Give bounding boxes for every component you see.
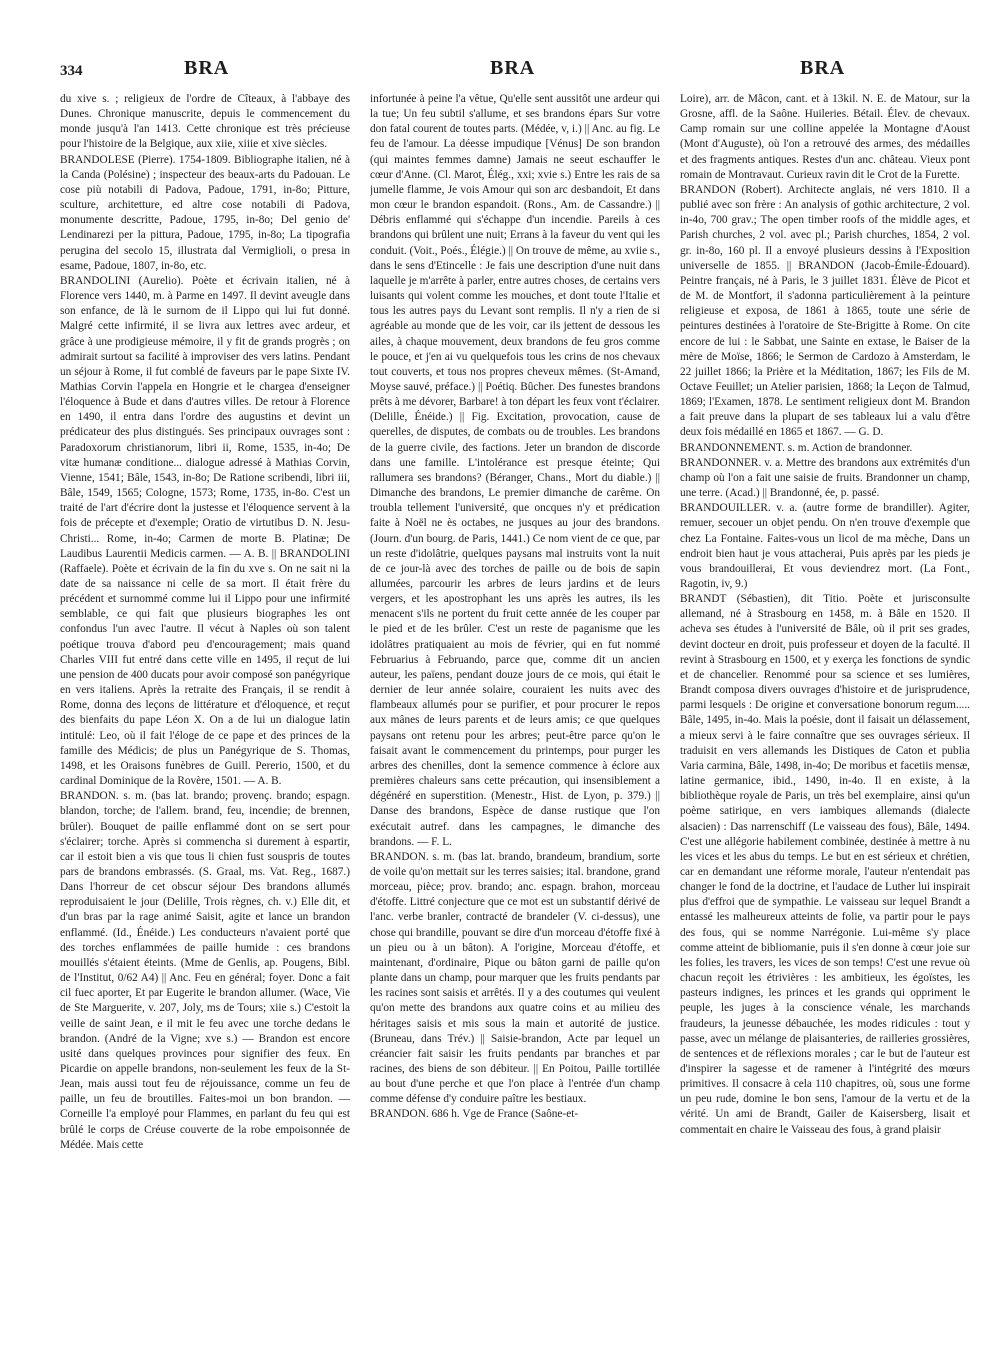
entry-brandon-robert: BRANDON (Robert). Architecte anglais, né vers 1810. Il a publié avec son frère : An analysis of gothic architecture, 2 vol. in-4o, 700 grav.; The open timber roofs of the middle ages, et Parish churches, 2 vol. avec pl.; Parish churches, 1854, 2 vol. gr. in-8o, 160 pl. Il a envoyé plusieurs dessins à l'Exposition universelle de 1855. || BRANDON (Jacob-Émile-Édouard). Peintre français, né à Paris, le 3 juillet 1831. Élève de Picot et de M. de Montfort, il s'adonna particulièrement à la peinture religieuse et exposa, de 1861 à 1865, toute une série de peintures destinées à l'oratoire de Ste-Brigitte à Rome. On cite encore de lui : le Sabbat, une Sainte en extase, le Baiser de la mère de Moïse, 1866; le Sermon de Cardozo à Amsterdam, le 22 juillet 1866; la Prière et la Méditation, 1867; les Fils de M. Octave Feuillet; un Atelier parisien, 1868; la Leçon de Talmud, 1869; l'Examen, 1878. Le sentiment religieux dont M. Brandon a fait preuve dans la plupart de ses tableaux lui a valu d'être deux fois médaillé en 1865 et 1867. — G. D. <box>680 183 970 439</box>
entry-paragraph: Loire), arr. de Mâcon, cant. et à 13kil. N. E. de Matour, sur la Grosne, affl. de la Saône. Huileries. Bétail. Élev. de chevaux. Camp romain sur une colline appelée la Montagne d'Aoust (Mont d'Auguste), où l'on a retrouvé des armes, des médailles et des fragments antiques. Restes d'un anc. château. Vieux pont romain de Montravaut. Curieux ravin dit le Crot de la Furette. <box>680 93 970 181</box>
entry-brandon-torch: BRANDON. s. m. (bas lat. brando; provenç. brando; espagn. blandon, torche; de l'allem. brand, feu, incendie; de brennen, brûler). Bouquet de paille enflammé dont on se sert pour s'éclairer; torche. Après si commencha si durement à espartir, car il estoit bien a vis que tous li chien fust souspris de toutes pars de brandons embrassés. (S. Graal, ms. Vat. Reg., 1687.) Dans l'horreur de cet obscur séjour Des brandons allumés reproduisaient le jour (Delille, Trois règnes, ch. v.) Elle dit, et d'un bras par la rage animé Saisit, agite et lance un brandon enflammé. (Id., Énéide.) Les conducteurs n'avaient porté que des torches enflammées de paille humide : ces brandons mouillés s'étaient éteints. (Mme de Genlis, ap. Pougens, Bibl. de l'Institut, 0/62 A4) || Anc. Feu en général; foyer. Donc a fait cil fuec aporter, Et par Eugerite le brandon allumer. (Wace, Vie de Ste Marguerite, v. 207, Joly, ms de Tours; xiie s.) C'estoit la veille de saint Jean, e il mit le feu avec une torche dedans le brandon. (André de la Vigne; xve s.) — Brandon est encore usité dans quelques provinces pour signifier des feux. En Picardie on appelle brandons, non-seulement les feux de la St-Jean, mais aussi tout feu de réjouissance, comme un feu de paille, un feu de broutilles. Faites-moi un bon brandon. — Corneille l'a employé pour Flammes, en parlant du feu qui est brûlé le corps de Créuse couverte de la robe empoisonnée de Médée. Mais cette <box>60 790 350 1151</box>
entry-brandolese: BRANDOLESE (Pierre). 1754-1809. Bibliographe italien, né à la Canda (Polésine) ; inspecteur des beaux-arts du Padouan. Le cose più notabili di Padova, Padoue, 1791, in-8o; Pitture, sculture, architetture, ed altre cose notabili di Padova, monumente descritte, Padoue, 1795, in-8o; Del genio de' Lendinarezi per la pittura, Padoue, 1795, in-8o; La tipografia perugina del secolo 15, illustrata dal Vermiglioli, o presa in esame, Padoue, 1807, in-8o, etc. <box>60 153 350 272</box>
entry-brandon-seizure: BRANDON. s. m. (bas lat. brando, brandeum, brandium, sorte de voile qu'on mettait sur les terres saisies; ital. brandone, grand morceau, pièce; prov. brando; anc. espagn. brahon, morceau d'étoffe. Littré conjecture que ce mot est un substantif dérivé de l'anc. verbe branler, contracté de brandeler (V. ci-dessus), une chose qui brandille, pouvant se dire d'un morceau d'étoffe fixé à un pieu ou à un bâton). A l'origine, Morceau d'étoffe, et maintenant, d'ordinaire, Pique ou bâton garni de paille qu'on plante dans un champ, pour marquer que les fruits pendants par les racines sont saisis et arrêtés. Il y a des coutumes qui veulent qu'on mette des brandons aux quatre coins et au milieu des héritages saisis et mis sous la main et autorité de justice. (Bruneau, dans Trév.) || Saisie-brandon, Acte par lequel un créancier fait saisir les fruits pendants par branches et par racines, des biens de son débiteur. || En Poitou, Paille tortillée au bout d'une perche et que l'on place à l'entrée d'un champ comme défense d'y conduire paître les bestiaux. <box>370 850 660 1106</box>
entry-brandouiller: BRANDOUILLER. v. a. (autre forme de brandiller). Agiter, remuer, secouer un objet pendu. On n'en trouve d'exemple que chez La Fontaine. Faites-vous un licol de ma mèche, Dans un endroit bien haut je vous attacherai, Puis après par les pieds je vous brandouillerai, Et vous deviendrez mort. (La Font., Ragotin, iv, 9.) <box>680 502 970 590</box>
entry-brandon-village: BRANDON. 686 h. Vge de France (Saône-et- <box>370 1108 579 1121</box>
page-number: 334 <box>60 63 83 79</box>
running-head-center: BRA <box>490 57 536 79</box>
entry-brandonnement: BRANDONNEMENT. s. m. Action de brandonner. <box>680 441 913 454</box>
text-column-right <box>680 92 970 1347</box>
entry-paragraph: du xive s. ; religieux de l'ordre de Cîteaux, à l'abbaye des Dunes. Chronique manuscrite, depuis le commencement du monde jusqu'à l'an 1413. Cette chronique est très précieuse pour l'histoire de la Belgique, aux xiie, xiiie et xive siècles. <box>60 93 350 151</box>
text-column-left <box>60 92 350 1347</box>
running-head-left: BRA <box>184 57 230 79</box>
entry-brandt: BRANDT (Sébastien), dit Titio. Poète et jurisconsulte allemand, né à Strasbourg en 1458, m. à Bâle en 1520. Il acheva ses études à l'université de Bâle, où il prit ses grades, devint docteur en droit, puis professeur et doyen de la faculté. Il revint à Strasbourg en 1500, et y exerça les fonctions de syndic et de chancelier. Renommé pour sa science et ses lumières, Brandt composa divers ouvrages d'histoire et de jurisprudence, parmi lesquels : De origine et conversatione bonorum regum..... Bâle, 1495, in-4o. Mais la poésie, dont il faisait un délassement, a mieux servi à le faire connaître que ses ouvrages sérieux. Il traduisit en vers allemands les Distiques de Caton et publia Varia carmina, Bâle, 1498, in-4o; De moribus et facetiis mensæ, latine germanice, ibid., 1490, in-4o. Il en existe, à la bibliothèque royale de Paris, un très bel exemplaire, ainsi qu'un poème satirique, en vers iambiques allemands (dialecte alsacien) : Das narrenschiff (Le vaisseau des fous), Bâle, 1494. C'est une allégorie habilement combinée, destinée à mettre à nu les vices et les abus du temps. Le but en est sérieux et chrétien, car en demandant une réforme morale, l'auteur n'entendait pas changer le fond de la doctrine, et l'audace de Luther lui inspirait plus d'effroi que de sympathie. Le vaisseau sur lequel Brandt a entassé les malheureux atteints de folie, va partir pour le pays des fous, qui se nomme Narrégonie. Lui-même s'y place comme atteint de bibliomanie, puis il s'en donne à cœur joie sur les folies, les travers, les vices de son temps! C'est une revue où chacun reçoit les étrivières : les ambitieux, les égoïstes, les pasteurs indignes, les princes et les grands qui oppriment le peuple, les juges à la conscience vénale, les marchands fraudeurs, la jeunesse débauchée, les modes ridicules : tout y passe, avec un mélange de plaisanteries, de railleries grossières, de sentences et de réflexions morales ; car le but de l'auteur est d'inspirer la sagesse et de ramener à l'intégrité des mœurs primitives. Il consacre à cela 110 chapitres, où, sous une forme un peu rude, domine le bon sens, l'amour de la vertu et de la vérité. Un ami de Brandt, Gailer de Kaisersberg, lisait et commentait en chaire le Vaisseau des fous, à grand plaisir <box>680 593 970 1136</box>
entry-brandolini: BRANDOLINI (Aurelio). Poète et écrivain italien, né à Florence vers 1440, m. à Parme en 1497. Il devint aveugle dans son enfance, de là le surnom de il Lippo qui lui fut donné. Malgré cette infirmité, il se livra aux lettres avec ardeur, et grâce à une prodigieuse mémoire, il y fit de grands progrès ; on admirait surtout sa facilité à improviser des vers latins. Pendant un séjour à Rome, il fut comblé de faveurs par le pape Sixte IV. Mathias Corvin l'appela en Hongrie et le chargea d'enseigner l'éloquence à Bude et dans d'autres villes. De retour à Florence en 1490, il entra dans l'ordre des augustins et devint un prédicateur des plus distingués. Ses principaux ouvrages sont : Paradoxorum christianorum, libri ii, Rome, 1535, in-4o; De vitæ humanæ conditione... dialogue adressé à Mathias Corvin, Vienne, 1541; Bâle, 1543, in-8o; De Ratione scribendi, libri iii, Bâle, 1549, 1565; Cologne, 1573; Rome, 1735, in-8o. C'est un traité de l'art d'écrire dont la justesse et l'éloquence servent à la fois de précepte et d'exemple; Oratio de virtutibus D. N. Jesu-Christi... Rome, in-4o; Carmen de morte B. Platinæ; De Laudibus Laurentii Medicis carmen. — A. B. || BRANDOLINI (Raffaele). Poète et écrivain de la fin du xve s. On ne sait ni la date de sa naissance ni celle de sa mort. Il était frère du précédent et surnommé comme lui il Lippo pour une infirmité semblable, ce qui fait que plusieurs biographes les ont confondus l'un avec l'autre. Il vécut à Naples où son talent poétique trouva d'abord peu d'encouragement; mais quand Charles VIII fut entré dans cette ville en 1495, il reçut de lui une pension de 400 ducats pour avoir composé son panégyrique en vers italiens. Après la retraite des Français, il se rendit à Rome, donna des leçons de littérature et d'éloquence, et reçut des bienfaits du pape Léon X. On a de lui un dialogue latin intitulé: Leo, où il fait l'éloge de ce pape et des princes de la famille des Médicis; de plus un Panégyrique de S. Thomas, 1498, et les Oraisons funèbres de Guill. Pererio, 1500, et du cardinal Dominique de la Rovère, 1501. — A. B. <box>60 274 350 788</box>
running-head-right: BRA <box>800 57 846 79</box>
text-column-middle <box>370 92 660 1347</box>
entry-brandonner: BRANDONNER. v. a. Mettre des brandons aux extrémités d'un champ où l'on a fait une saisie de fruits. Brandonner un champ, une terre. (Acad.) || Brandonné, ée, p. passé. <box>680 456 970 500</box>
entry-paragraph: infortunée à peine l'a vêtue, Qu'elle sent aussitôt une ardeur qui la tue; Un feu subtil s'allume, et ses brandons épars Sur votre don fatal courent de toutes parts. (Médée, v, i.) || Anc. au fig. Le feu de l'amour. La déesse impudique [Vénus] De son brandon (qui maintes femmes damne) Jamais ne seeut eschauffer le cœur d'Anne. (Cl. Marot, Élég., xxi; xvie s.) Entre les rais de sa jumelle flamme, Je vois Amour qui son arc desbandoit, Et dans mon cœur le brandon espandoit. (Rons., Am. de Cassandre.) || Débris enflammé qui s'échappe d'un incendie. Pareils à ces brandons qui brûlent une nuit; Errans à la faveur du vent qui les conduit. (Voit., Poés., Élégie.) || On trouve de même, au xviie s., dans le sens d'Etincelle : Je fais une description d'une nuit dans laquelle je m'arrête à parler, entre autres choses, de certains vers luisants qui volent comme les mouches, et dont toute l'Italie et tous les autres pays du Levant sont remplis. Il n'y a rien de si agréable au monde que de les voir, car ils jettent de dessous les ailes, à chaque mouvement, deux brandons de feu gros comme le pouce, et j'en ai vu quelquefois tous les crins de nos chevaux tout couverts, et tous nos propres cheveux mêmes. (St-Amand, Moyse sauvé, préface.) || Poétiq. Bûcher. Des funestes brandons prêts à me dévorer, Barbare! à ton départ les feux vont t'éclairer. (Delille, Énéide.) || Fig. Excitation, provocation, cause de querelles, de disputes, de combats ou de troubles. Les brandons de la guerre civile, des factions. Jeter un brandon de discorde dans une famille. L'intolérance est presque éteinte; Qui rallumera ses brandons? (Béranger, Chans., Mort du diable.) || Dimanche des brandons, Le premier dimanche de carême. On troubla tellement l'université, que oncques n'y et prédication faite à Noël ne ès octabes, ne jusques au jour des brandons. (Journ. d'un bourg. de Paris, 1441.) Ce nom vient de ce que, par un reste d'idolâtrie, quelques paysans mal instruits vont la nuit de ce jour-là avec des torches de paille ou de bois de sapin allumées, parcourir les arbres de leurs jardins et de leurs vergers, et les apostrophant les uns après les autres, ils les menacent s'ils ne portent du fruit cette année de les couper par le pied et de les brûler. C'est un reste de paganisme que les idolâtres pratiquaient au mois de février, qui en fut nommé Februarius à Februando, parce que, comme dit un ancien auteur, les païens, pendant douze jours de ce mois, qui était le dernier de leur année solaire, couraient les nuits avec des flambeaux allumés pour se purifier, et pour procurer le repos aux mânes de leurs parents et de leurs amis; ce que quelques paysans ont retenu pour les arbres; peut-être parce qu'on le faisait avant le commencement du printemps, pour purger les arbres des chenilles, dont la semence commence à éclore aux premières chaleurs sans cette précaution, qui insensiblement a dégénéré en superstition. (Menestr., Hist. de Lyon, p. 379.) || Danse des brandons, Espèce de danse rustique que l'on exécutait autref. dans les campagnes, le dimanche des brandons. — F. L. <box>370 93 660 848</box>
